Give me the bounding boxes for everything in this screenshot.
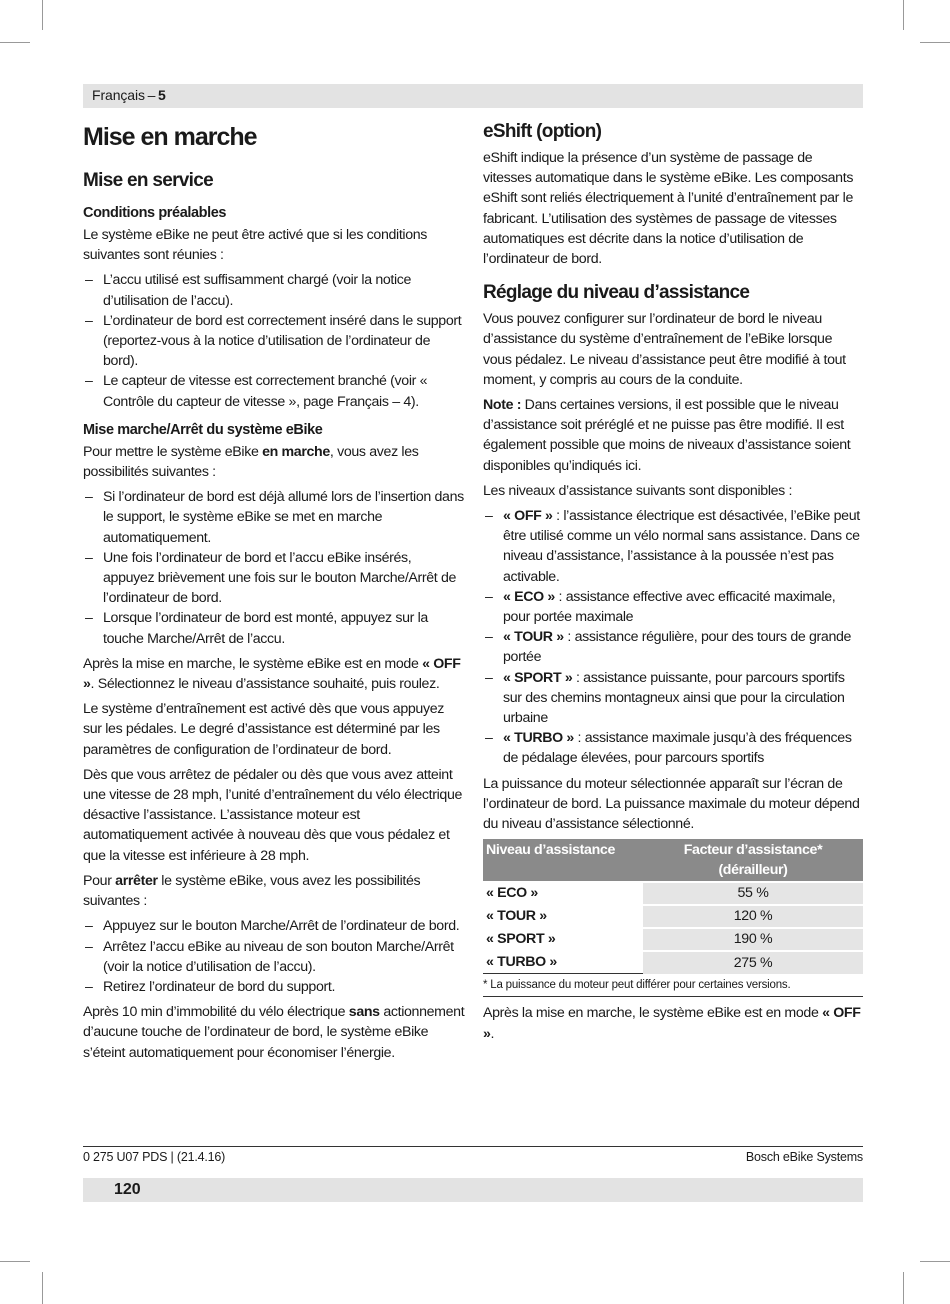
- list-item: – Une fois l’ordinateur de bord et l’accu eBike insérés, appuyez brièvement une fois sur le bouton Marche/Arrêt de l’ordinateur de bord.: [83, 548, 465, 609]
- table-cell-factor: 275 %: [643, 951, 863, 974]
- header-line: Facteur d’assistance*: [683, 842, 823, 859]
- conditions-intro: Le système eBike ne peut être activé que si les conditions suivantes sont réunies :: [83, 227, 428, 264]
- on-list: [83, 487, 465, 649]
- table-footnote: * La puissance du moteur peut différer pour certaines versions.: [483, 974, 863, 997]
- level-desc: : assistance maximale jusqu’à des fréquences de pédalage élevées, pour parcours sportifs: [503, 730, 852, 767]
- eshift-text: eShift indique la présence d’un système de passage de vitesses automatique dans le système eBike. Les composants eShift sont reliés électriquement à l’unité d’entraînement par le fabricant. L’utilisation des systèmes de passage de vitesses automatiques est décrite dans la notice d’utilisation de l’ordinateur de bord.: [483, 150, 854, 268]
- list-item: [483, 506, 863, 587]
- auto-off-text: [83, 1002, 465, 1063]
- drive-text: Le système d’entraînement est activé dès que vous appuyez sur les pédales. Le degré d’assistance est déterminé par les paramètres de configuration de l’ordinateur de bord.: [83, 701, 444, 758]
- level-name: « ECO »: [503, 588, 555, 605]
- text: actionnement d’aucune touche de l’ordinateur de bord, le système eBike s’éteint automatiquement pour économiser l’énergie.: [83, 1004, 465, 1061]
- list-item: – Lorsque l’ordinateur de bord est monté, appuyez sur la touche Marche/Arrêt de l’accu.: [83, 608, 465, 648]
- on-intro: [83, 442, 465, 482]
- page-number: 120: [114, 1181, 141, 1198]
- list-item: – Arrêtez l’accu eBike au niveau de son bouton Marche/Arrêt (voir la notice d’utilisation de l’accu).: [83, 937, 465, 977]
- header-number: 5: [157, 87, 166, 103]
- note-text: [483, 395, 863, 476]
- crop-mark: [0, 1261, 30, 1262]
- table-cell-factor: 190 %: [643, 928, 863, 951]
- power-text: La puissance du moteur sélectionnée apparaît sur l’écran de l’ordinateur de bord. La puissance maximale du moteur dépend du niveau d’assistance sélectionné.: [483, 775, 860, 833]
- list-item: – Retirez l’ordinateur de bord du support.: [83, 977, 465, 997]
- text: .: [490, 1025, 495, 1042]
- list-item: [483, 728, 863, 768]
- text: Après la mise en marche, le système eBike est en mode: [483, 1005, 823, 1022]
- text: Après la mise en marche, le système eBike est en mode: [83, 655, 423, 672]
- level-desc: : assistance effective avec efficacité maximale, pour portée maximale: [503, 588, 836, 626]
- table-row: [483, 905, 863, 928]
- left-column: [83, 120, 465, 1068]
- level-desc: : assistance régulière, pour des tours de grande portée: [503, 629, 852, 666]
- table-row: [483, 951, 863, 974]
- text: Après 10 min d’immobilité du vélo électrique: [83, 1004, 349, 1021]
- emphasis: en marche: [262, 443, 330, 460]
- crop-mark: [903, 1272, 904, 1304]
- crop-mark: [903, 0, 904, 30]
- note-label: Note :: [483, 397, 522, 414]
- levels-list: [483, 506, 863, 769]
- eshift-heading: eShift (option): [483, 121, 602, 142]
- header-lang: Français: [92, 87, 145, 103]
- list-item: [483, 627, 863, 667]
- list-item: – Le capteur de vitesse est correctement branché (voir « Contrôle du capteur de vitesse », page Français – 4).: [83, 371, 465, 411]
- brand-label: Bosch eBike Systems: [745, 1150, 863, 1164]
- conditions-list: [83, 270, 465, 411]
- list-item: – Si l’ordinateur de bord est déjà allumé lors de l’insertion dans le support, le système eBike se met en marche automatiquement.: [83, 487, 465, 548]
- crop-mark: [42, 0, 43, 30]
- level-text: Vous pouvez configurer sur l’ordinateur de bord le niveau d’assistance du système d’entraînement de l’eBike lorsque vous pédalez. Le niveau d’assistance peut être modifié à tout moment, y compris au cours de la conduite.: [483, 311, 846, 388]
- table-cell-level: « ECO »: [483, 882, 643, 905]
- section-title: Mise en marche: [83, 123, 257, 151]
- text: . Sélectionnez le niveau d’assistance souhaité, puis roulez.: [90, 676, 440, 693]
- text: , vous avez les possibilités suivantes :: [83, 443, 419, 481]
- crop-mark: [0, 42, 30, 43]
- crop-mark: [42, 1272, 43, 1304]
- header-label: [92, 87, 166, 103]
- table-header-row: [483, 839, 863, 882]
- emphasis: sans: [348, 1004, 380, 1021]
- table-row: [483, 928, 863, 951]
- table-header-factor: [643, 839, 863, 882]
- table-cell-level: « SPORT »: [483, 928, 643, 951]
- table-row: [483, 882, 863, 905]
- emphasis: arrêter: [115, 872, 158, 889]
- list-item: [483, 668, 863, 729]
- emphasis: « OFF »: [83, 655, 461, 693]
- conditions-heading: Conditions préalables: [83, 205, 227, 221]
- after-on-text: [83, 654, 465, 694]
- off-list: [83, 916, 465, 997]
- subsection-title: Mise en service: [83, 170, 213, 191]
- onoff-heading: Mise marche/Arrêt du système eBike: [83, 421, 323, 438]
- list-item: [483, 587, 863, 627]
- header-line: (dérailleur): [718, 862, 788, 879]
- table-header-level: Niveau d’assistance: [483, 839, 643, 882]
- crop-mark: [920, 1261, 950, 1262]
- right-column: [483, 120, 863, 1049]
- table-cell-factor: 55 %: [643, 882, 863, 905]
- level-name: « SPORT »: [503, 669, 573, 686]
- header-sep: –: [147, 87, 156, 103]
- level-name: « TURBO »: [503, 730, 574, 747]
- level-name: « OFF »: [503, 508, 553, 525]
- list-item: – L’ordinateur de bord est correctement inséré dans le support (reportez-vous à la notice d’utilisation de l’ordinateur de bord).: [83, 311, 465, 372]
- off-intro: [83, 871, 465, 911]
- level-name: « TOUR »: [503, 629, 564, 646]
- level-desc: : assistance puissante, pour parcours sportifs sur des chemins montagneux ainsi que pour la circulation urbaine: [503, 669, 845, 727]
- text: le système eBike, vous avez les possibilités suivantes :: [83, 872, 421, 910]
- text: Pour mettre le système eBike: [83, 443, 263, 460]
- text: Pour: [83, 872, 116, 889]
- assistance-table: [483, 839, 863, 974]
- crop-mark: [920, 42, 950, 43]
- page-header: [83, 84, 863, 108]
- level-heading: Réglage du niveau d’assistance: [483, 282, 750, 304]
- final-text: [483, 1003, 863, 1043]
- level-desc: : l’assistance électrique est désactivée, l’eBike peut être utilisé comme un vélo normal sans assistance. Dans ce niveau d’assistance, l’assistance à la poussée n’est pas activable.: [503, 508, 860, 585]
- stop-text: Dès que vous arrêtez de pédaler ou dès que vous avez atteint une vitesse de 28 mph, l’unité d’entraînement du vélo électrique désactive l’assistance. L’assistance moteur est automatiquement activée à nouveau dès que vous pédalez et que la vitesse est inférieure à 28 mph.: [83, 766, 463, 864]
- levels-intro: Les niveaux d’assistance suivants sont disponibles :: [483, 482, 793, 499]
- table-cell-level: « TOUR »: [483, 905, 643, 928]
- emphasis: « OFF »: [483, 1005, 861, 1042]
- table-cell-factor: 120 %: [643, 905, 863, 928]
- list-item: – Appuyez sur le bouton Marche/Arrêt de l’ordinateur de bord.: [83, 916, 465, 936]
- page-number-bar: [83, 1178, 863, 1202]
- text: Dans certaines versions, il est possible que le niveau d’assistance soit préréglé et ne puisse pas être modifié. Il est également possible que moins de niveaux d’assistance soient disponibles qu’indiqués ici.: [483, 397, 851, 474]
- page-footer: [83, 1146, 863, 1164]
- doc-code: 0 275 U07 PDS | (21.4.16): [83, 1150, 226, 1164]
- list-item: – L’accu utilisé est suffisamment chargé (voir la notice d’utilisation de l’accu).: [83, 270, 465, 310]
- table-cell-level: « TURBO »: [483, 951, 643, 974]
